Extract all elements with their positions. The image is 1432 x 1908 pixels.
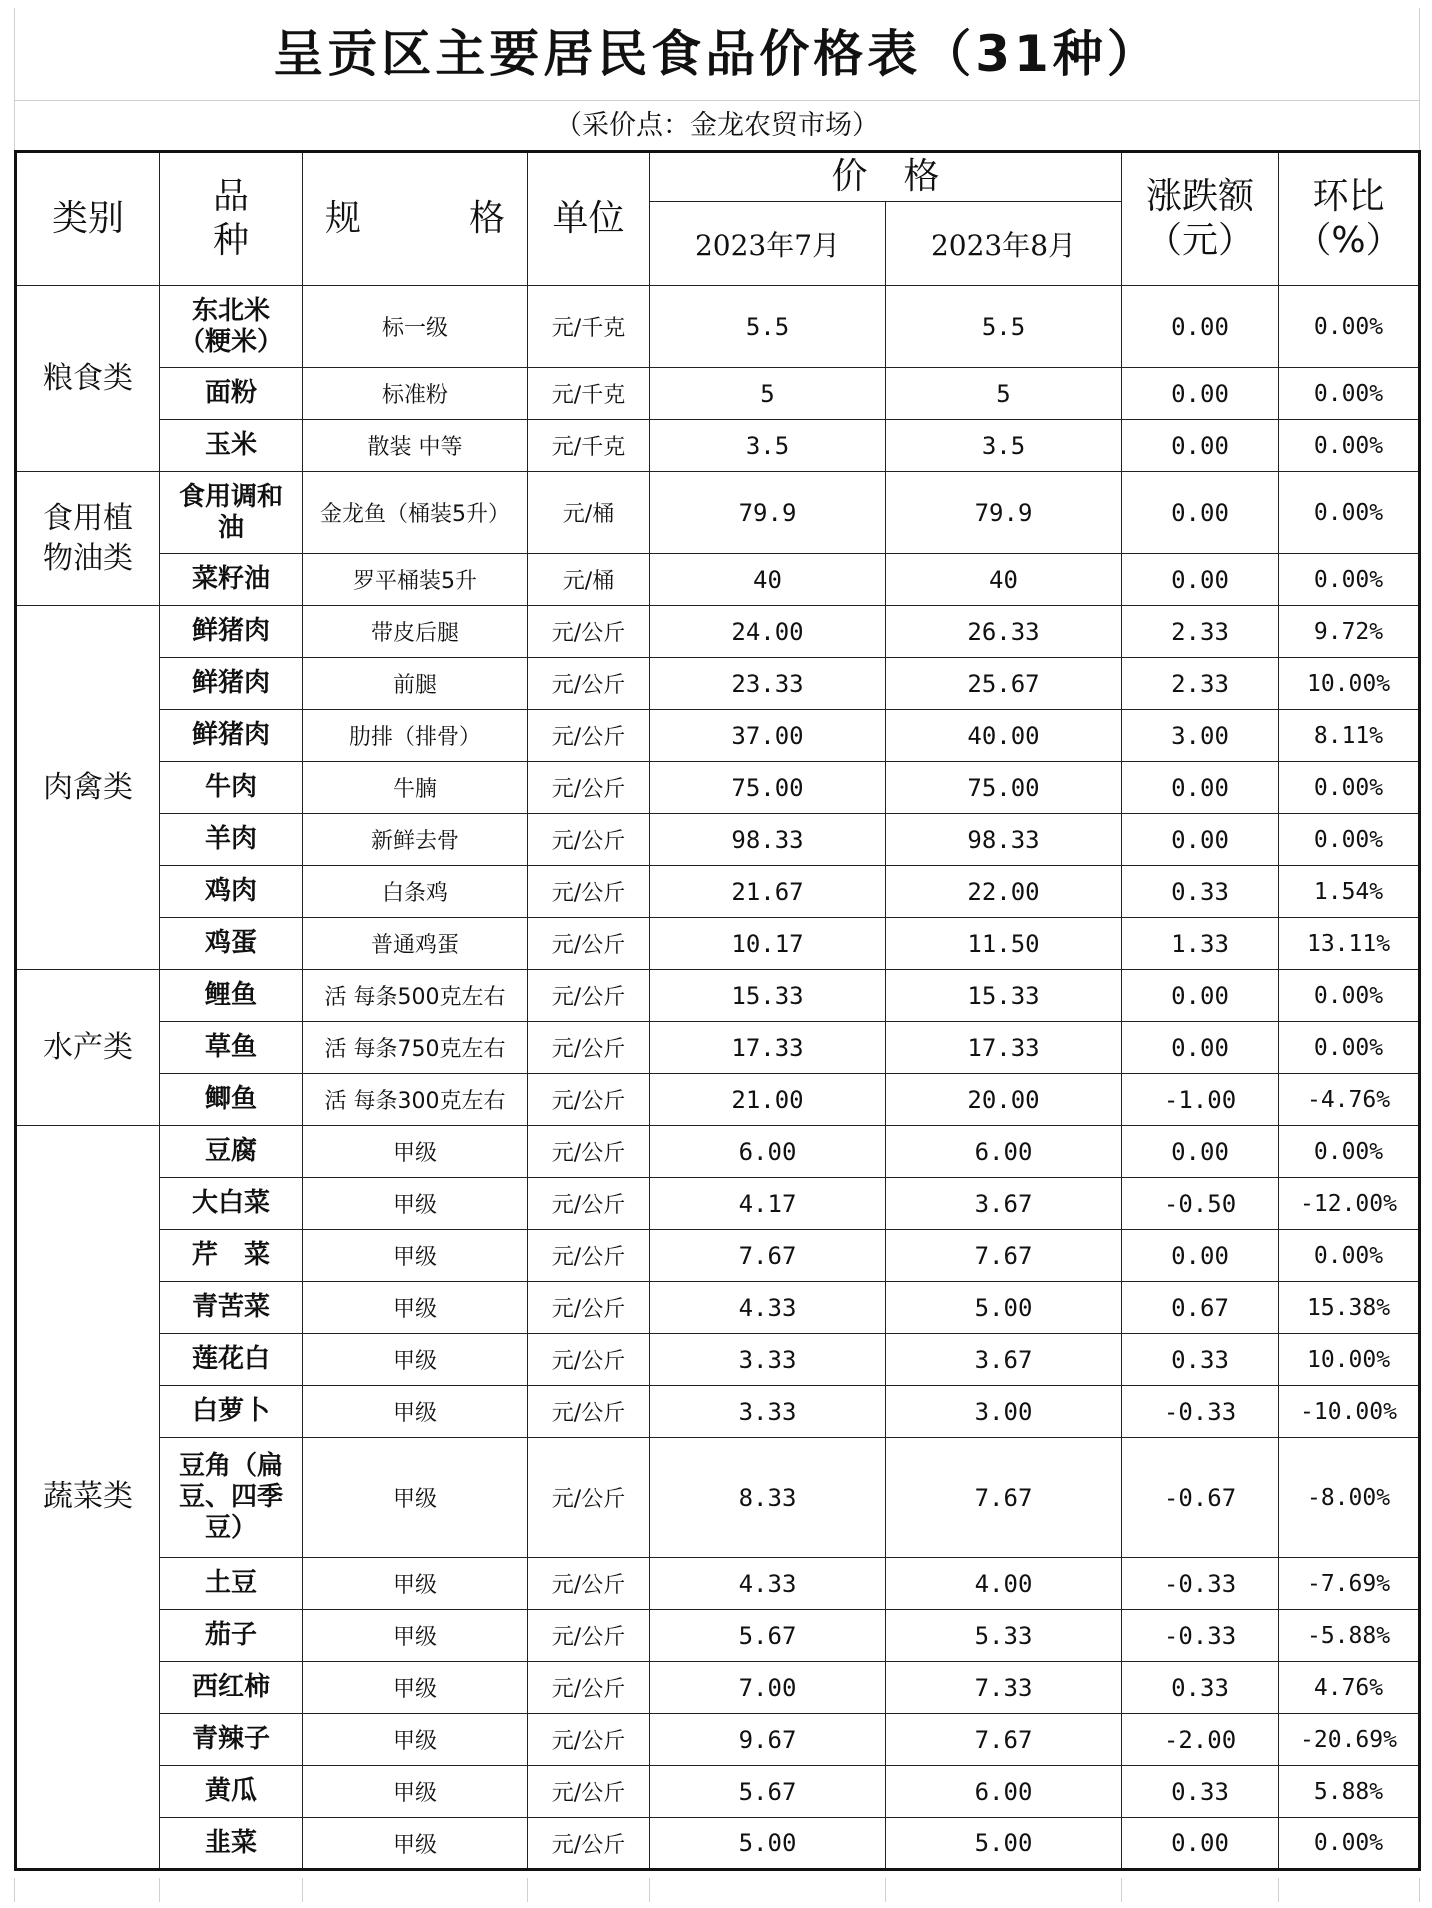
price-jul-cell: 17.33 [650, 1022, 886, 1074]
price-aug-cell: 4.00 [886, 1558, 1122, 1610]
table-row [16, 1662, 1420, 1714]
unit-cell: 元/公斤 [528, 918, 650, 970]
price-jul-cell: 40 [650, 554, 886, 606]
table-row [16, 554, 1420, 606]
table-row [16, 1126, 1420, 1178]
ratio-cell: 0.00% [1279, 1230, 1420, 1282]
price-aug-cell: 3.67 [886, 1334, 1122, 1386]
unit-cell: 元/公斤 [528, 1714, 650, 1766]
price-jul-cell: 9.67 [650, 1714, 886, 1766]
item-name-cell: 菜籽油 [160, 554, 303, 606]
spec-cell: 甲级 [303, 1282, 528, 1334]
change-cell: 0.00 [1122, 368, 1279, 420]
unit-cell: 元/公斤 [528, 658, 650, 710]
price-aug-cell: 7.67 [886, 1438, 1122, 1558]
header-month-jul: 2023年7月 [650, 202, 886, 286]
price-jul-cell: 4.17 [650, 1178, 886, 1230]
price-aug-cell: 3.00 [886, 1386, 1122, 1438]
spec-cell: 活 每条300克左右 [303, 1074, 528, 1126]
price-jul-cell: 5.00 [650, 1818, 886, 1870]
table-row [16, 1766, 1420, 1818]
spec-cell: 甲级 [303, 1558, 528, 1610]
header-variety: 品 种 [160, 152, 303, 286]
change-cell: -0.67 [1122, 1438, 1279, 1558]
item-name-cell: 鲜猪肉 [160, 658, 303, 710]
spec-cell: 前腿 [303, 658, 528, 710]
price-jul-cell: 7.00 [650, 1662, 886, 1714]
unit-cell: 元/公斤 [528, 1230, 650, 1282]
unit-cell: 元/公斤 [528, 866, 650, 918]
spec-cell: 标准粉 [303, 368, 528, 420]
table-row [16, 1334, 1420, 1386]
price-aug-cell: 5.00 [886, 1282, 1122, 1334]
price-jul-cell: 6.00 [650, 1126, 886, 1178]
change-cell: 0.00 [1122, 970, 1279, 1022]
change-cell: 0.33 [1122, 1662, 1279, 1714]
change-cell: -2.00 [1122, 1714, 1279, 1766]
item-name-cell: 莲花白 [160, 1334, 303, 1386]
item-name-cell: 黄瓜 [160, 1766, 303, 1818]
unit-cell: 元/公斤 [528, 1438, 650, 1558]
table-row [16, 710, 1420, 762]
ratio-cell: 0.00% [1279, 1022, 1420, 1074]
price-aug-cell: 17.33 [886, 1022, 1122, 1074]
item-name-cell: 青苦菜 [160, 1282, 303, 1334]
unit-cell: 元/公斤 [528, 1074, 650, 1126]
table-row [16, 1022, 1420, 1074]
header-change: 涨跌额 （元） [1122, 152, 1279, 286]
price-aug-cell: 6.00 [886, 1126, 1122, 1178]
spec-cell: 甲级 [303, 1178, 528, 1230]
price-aug-cell: 98.33 [886, 814, 1122, 866]
table-row [16, 1074, 1420, 1126]
item-name-cell: 草鱼 [160, 1022, 303, 1074]
spec-cell: 散装 中等 [303, 420, 528, 472]
unit-cell: 元/公斤 [528, 606, 650, 658]
item-name-cell: 白萝卜 [160, 1386, 303, 1438]
unit-cell: 元/公斤 [528, 1178, 650, 1230]
spec-cell: 甲级 [303, 1438, 528, 1558]
price-jul-cell: 3.33 [650, 1334, 886, 1386]
change-cell: 0.00 [1122, 1230, 1279, 1282]
price-jul-cell: 21.00 [650, 1074, 886, 1126]
change-cell: 0.00 [1122, 554, 1279, 606]
price-aug-cell: 5.5 [886, 286, 1122, 368]
header-unit: 单位 [528, 152, 650, 286]
price-aug-cell: 11.50 [886, 918, 1122, 970]
item-name-cell: 土豆 [160, 1558, 303, 1610]
header-spec: 规 格 [303, 152, 528, 286]
ratio-cell: 0.00% [1279, 970, 1420, 1022]
unit-cell: 元/公斤 [528, 710, 650, 762]
price-jul-cell: 5.67 [650, 1610, 886, 1662]
price-jul-cell: 5.67 [650, 1766, 886, 1818]
table-row [16, 866, 1420, 918]
ratio-cell: -7.69% [1279, 1558, 1420, 1610]
price-jul-cell: 3.5 [650, 420, 886, 472]
unit-cell: 元/千克 [528, 420, 650, 472]
change-cell: -1.00 [1122, 1074, 1279, 1126]
table-row [16, 658, 1420, 710]
spec-cell: 甲级 [303, 1766, 528, 1818]
price-aug-cell: 7.67 [886, 1714, 1122, 1766]
change-cell: 0.33 [1122, 1766, 1279, 1818]
item-name-cell: 牛肉 [160, 762, 303, 814]
ratio-cell: -12.00% [1279, 1178, 1420, 1230]
price-aug-cell: 3.5 [886, 420, 1122, 472]
table-body [16, 286, 1420, 1870]
table-row [16, 1178, 1420, 1230]
ratio-cell: 0.00% [1279, 286, 1420, 368]
item-name-cell: 豆角（扁 豆、四季 豆） [160, 1438, 303, 1558]
price-jul-cell: 4.33 [650, 1558, 886, 1610]
unit-cell: 元/千克 [528, 368, 650, 420]
spec-cell: 甲级 [303, 1818, 528, 1870]
table-row [16, 1610, 1420, 1662]
table-row [16, 1386, 1420, 1438]
change-cell: 0.00 [1122, 1818, 1279, 1870]
price-jul-cell: 24.00 [650, 606, 886, 658]
table-row [16, 1438, 1420, 1558]
item-name-cell: 食用调和 油 [160, 472, 303, 554]
sheet-footer-row [14, 1878, 1420, 1902]
unit-cell: 元/公斤 [528, 970, 650, 1022]
price-aug-cell: 20.00 [886, 1074, 1122, 1126]
table-row [16, 970, 1420, 1022]
unit-cell: 元/公斤 [528, 1126, 650, 1178]
change-cell: -0.33 [1122, 1610, 1279, 1662]
unit-cell: 元/公斤 [528, 814, 650, 866]
ratio-cell: -10.00% [1279, 1386, 1420, 1438]
item-name-cell: 韭菜 [160, 1818, 303, 1870]
price-jul-cell: 98.33 [650, 814, 886, 866]
ratio-cell: 0.00% [1279, 814, 1420, 866]
spec-cell: 牛腩 [303, 762, 528, 814]
unit-cell: 元/公斤 [528, 1022, 650, 1074]
price-aug-cell: 75.00 [886, 762, 1122, 814]
table-row [16, 814, 1420, 866]
category-cell: 水产类 [16, 970, 160, 1126]
unit-cell: 元/公斤 [528, 1818, 650, 1870]
price-jul-cell: 5.5 [650, 286, 886, 368]
price-jul-cell: 5 [650, 368, 886, 420]
spec-cell: 罗平桶装5升 [303, 554, 528, 606]
spec-cell: 标一级 [303, 286, 528, 368]
ratio-cell: 9.72% [1279, 606, 1420, 658]
page-subtitle: （采价点：金龙农贸市场） [14, 100, 1420, 151]
item-name-cell: 鸡肉 [160, 866, 303, 918]
ratio-cell: 8.11% [1279, 710, 1420, 762]
change-cell: 0.00 [1122, 420, 1279, 472]
change-cell: -0.33 [1122, 1386, 1279, 1438]
item-name-cell: 东北米 （粳米） [160, 286, 303, 368]
price-jul-cell: 8.33 [650, 1438, 886, 1558]
price-aug-cell: 40.00 [886, 710, 1122, 762]
unit-cell: 元/公斤 [528, 1766, 650, 1818]
price-aug-cell: 15.33 [886, 970, 1122, 1022]
price-aug-cell: 25.67 [886, 658, 1122, 710]
price-aug-cell: 7.33 [886, 1662, 1122, 1714]
ratio-cell: 0.00% [1279, 1818, 1420, 1870]
change-cell: 0.00 [1122, 1126, 1279, 1178]
change-cell: -0.33 [1122, 1558, 1279, 1610]
change-cell: 0.00 [1122, 814, 1279, 866]
item-name-cell: 豆腐 [160, 1126, 303, 1178]
price-aug-cell: 3.67 [886, 1178, 1122, 1230]
change-cell: 0.00 [1122, 1022, 1279, 1074]
item-name-cell: 鲜猪肉 [160, 606, 303, 658]
ratio-cell: -8.00% [1279, 1438, 1420, 1558]
price-aug-cell: 26.33 [886, 606, 1122, 658]
category-cell: 蔬菜类 [16, 1126, 160, 1870]
item-name-cell: 鸡蛋 [160, 918, 303, 970]
header-month-aug: 2023年8月 [886, 202, 1122, 286]
category-cell: 粮食类 [16, 286, 160, 472]
item-name-cell: 芹 菜 [160, 1230, 303, 1282]
spec-cell: 新鲜去骨 [303, 814, 528, 866]
price-jul-cell: 21.67 [650, 866, 886, 918]
price-aug-cell: 79.9 [886, 472, 1122, 554]
spec-cell: 甲级 [303, 1714, 528, 1766]
ratio-cell: 0.00% [1279, 420, 1420, 472]
table-row [16, 1230, 1420, 1282]
spec-cell: 金龙鱼（桶装5升） [303, 472, 528, 554]
price-aug-cell: 5.33 [886, 1610, 1122, 1662]
change-cell: 0.00 [1122, 762, 1279, 814]
change-cell: 0.67 [1122, 1282, 1279, 1334]
unit-cell: 元/公斤 [528, 1558, 650, 1610]
spec-cell: 甲级 [303, 1662, 528, 1714]
ratio-cell: 5.88% [1279, 1766, 1420, 1818]
change-cell: 0.33 [1122, 866, 1279, 918]
price-aug-cell: 7.67 [886, 1230, 1122, 1282]
price-jul-cell: 4.33 [650, 1282, 886, 1334]
ratio-cell: 0.00% [1279, 472, 1420, 554]
item-name-cell: 西红柿 [160, 1662, 303, 1714]
category-cell: 食用植 物油类 [16, 472, 160, 606]
page-title: 呈贡区主要居民食品价格表（31种） [14, 8, 1420, 100]
spec-cell: 活 每条500克左右 [303, 970, 528, 1022]
price-jul-cell: 15.33 [650, 970, 886, 1022]
table-row [16, 762, 1420, 814]
table-row [16, 1818, 1420, 1870]
change-cell: 1.33 [1122, 918, 1279, 970]
header-price: 价 格 [650, 152, 1122, 202]
ratio-cell: 0.00% [1279, 762, 1420, 814]
change-cell: 2.33 [1122, 658, 1279, 710]
table-row [16, 918, 1420, 970]
ratio-cell: 10.00% [1279, 658, 1420, 710]
ratio-cell: 0.00% [1279, 1126, 1420, 1178]
item-name-cell: 鲜猪肉 [160, 710, 303, 762]
price-jul-cell: 3.33 [650, 1386, 886, 1438]
ratio-cell: 1.54% [1279, 866, 1420, 918]
change-cell: 0.33 [1122, 1334, 1279, 1386]
unit-cell: 元/公斤 [528, 762, 650, 814]
ratio-cell: 0.00% [1279, 368, 1420, 420]
change-cell: 3.00 [1122, 710, 1279, 762]
header-ratio: 环比 （%） [1279, 152, 1420, 286]
price-jul-cell: 79.9 [650, 472, 886, 554]
ratio-cell: -20.69% [1279, 1714, 1420, 1766]
spec-cell: 活 每条750克左右 [303, 1022, 528, 1074]
spec-cell: 甲级 [303, 1386, 528, 1438]
price-jul-cell: 7.67 [650, 1230, 886, 1282]
item-name-cell: 茄子 [160, 1610, 303, 1662]
table-row [16, 1714, 1420, 1766]
spec-cell: 甲级 [303, 1230, 528, 1282]
item-name-cell: 青辣子 [160, 1714, 303, 1766]
table-row [16, 1558, 1420, 1610]
table-row [16, 368, 1420, 420]
table-row [16, 606, 1420, 658]
spec-cell: 肋排（排骨） [303, 710, 528, 762]
ratio-cell: 10.00% [1279, 1334, 1420, 1386]
spec-cell: 甲级 [303, 1126, 528, 1178]
ratio-cell: 4.76% [1279, 1662, 1420, 1714]
price-aug-cell: 22.00 [886, 866, 1122, 918]
ratio-cell: -5.88% [1279, 1610, 1420, 1662]
price-aug-cell: 6.00 [886, 1766, 1122, 1818]
unit-cell: 元/公斤 [528, 1610, 650, 1662]
price-aug-cell: 5 [886, 368, 1122, 420]
unit-cell: 元/公斤 [528, 1334, 650, 1386]
ratio-cell: 13.11% [1279, 918, 1420, 970]
ratio-cell: 15.38% [1279, 1282, 1420, 1334]
price-jul-cell: 23.33 [650, 658, 886, 710]
price-table [14, 150, 1421, 1871]
spec-cell: 普通鸡蛋 [303, 918, 528, 970]
change-cell: 2.33 [1122, 606, 1279, 658]
spec-cell: 白条鸡 [303, 866, 528, 918]
unit-cell: 元/千克 [528, 286, 650, 368]
item-name-cell: 玉米 [160, 420, 303, 472]
item-name-cell: 鲤鱼 [160, 970, 303, 1022]
ratio-cell: -4.76% [1279, 1074, 1420, 1126]
spec-cell: 甲级 [303, 1334, 528, 1386]
price-aug-cell: 5.00 [886, 1818, 1122, 1870]
item-name-cell: 羊肉 [160, 814, 303, 866]
item-name-cell: 大白菜 [160, 1178, 303, 1230]
unit-cell: 元/公斤 [528, 1282, 650, 1334]
table-row [16, 286, 1420, 368]
unit-cell: 元/公斤 [528, 1386, 650, 1438]
price-jul-cell: 75.00 [650, 762, 886, 814]
item-name-cell: 鲫鱼 [160, 1074, 303, 1126]
unit-cell: 元/公斤 [528, 1662, 650, 1714]
spec-cell: 带皮后腿 [303, 606, 528, 658]
change-cell: 0.00 [1122, 286, 1279, 368]
change-cell: 0.00 [1122, 472, 1279, 554]
category-cell: 肉禽类 [16, 606, 160, 970]
change-cell: -0.50 [1122, 1178, 1279, 1230]
header-category: 类别 [16, 152, 160, 286]
price-jul-cell: 37.00 [650, 710, 886, 762]
price-jul-cell: 10.17 [650, 918, 886, 970]
table-row [16, 1282, 1420, 1334]
unit-cell: 元/桶 [528, 472, 650, 554]
table-row [16, 472, 1420, 554]
ratio-cell: 0.00% [1279, 554, 1420, 606]
price-aug-cell: 40 [886, 554, 1122, 606]
table-row [16, 420, 1420, 472]
unit-cell: 元/桶 [528, 554, 650, 606]
item-name-cell: 面粉 [160, 368, 303, 420]
spec-cell: 甲级 [303, 1610, 528, 1662]
